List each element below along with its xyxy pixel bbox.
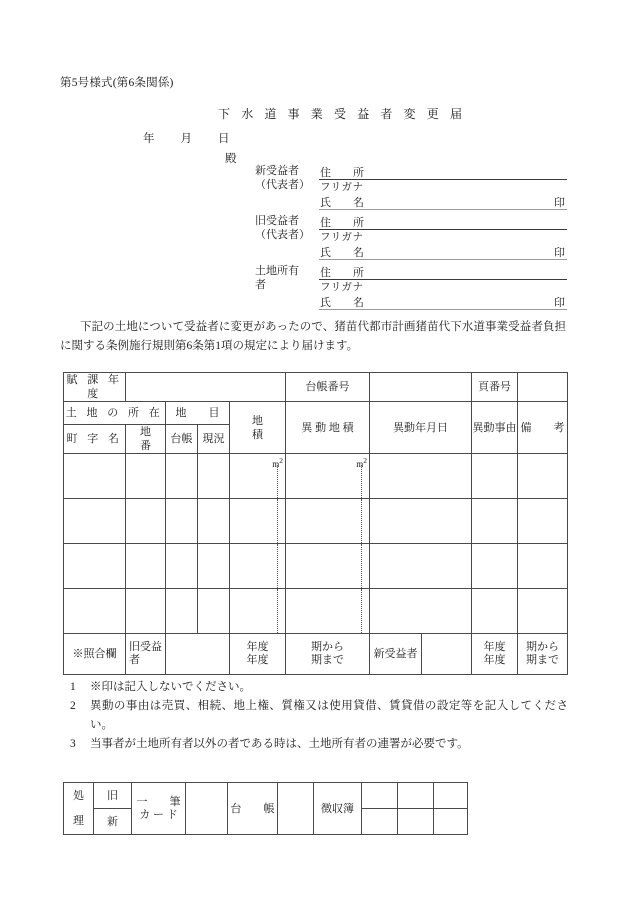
old-beneficiary-year[interactable]: 年度 年度 (230, 634, 286, 675)
furigana-label: フリガナ (320, 232, 364, 243)
seal-mark-icon: 印 (554, 297, 565, 309)
address-label: 住 所 (320, 217, 364, 229)
note-item (60, 697, 568, 735)
cell-area[interactable] (230, 454, 286, 499)
area-dotted-guide (277, 544, 278, 588)
party-label-line1: 新受益者 (255, 165, 299, 177)
body-paragraph: 下記の土地について受益者に変更があったので、猪苗代都市計画猪苗代下水道事業受益者負担に関する条例施行規則第6条第1項の規定により届けます。 (60, 321, 566, 352)
remarks-header: 備 考 (518, 402, 568, 454)
party-label-line1: 旧受益者 (255, 215, 299, 227)
address-field-row[interactable] (319, 214, 567, 230)
party-land-owner-label (255, 264, 317, 292)
landtype-actual-header: 現況 (198, 425, 230, 454)
address-label: 住 所 (320, 267, 364, 279)
collection-value-3[interactable] (434, 783, 468, 809)
location-lot-header: 地 番 (126, 425, 166, 454)
name-field-row[interactable] (319, 294, 567, 310)
processing-table (63, 782, 468, 835)
party-land-owner (255, 264, 567, 314)
land-detail-table (63, 372, 568, 675)
old-beneficiary-label: 旧受益 者 (126, 634, 166, 675)
table-row (64, 454, 568, 499)
collection-value-1[interactable] (362, 783, 398, 809)
collection-value-2[interactable] (398, 783, 434, 809)
new-beneficiary-term[interactable]: 期から 期まで (518, 634, 568, 675)
cell-town[interactable] (64, 544, 126, 589)
cell-remarks[interactable] (518, 589, 568, 634)
party-blocks (255, 164, 567, 314)
area-dotted-guide (277, 499, 278, 543)
collection-value-6[interactable] (434, 809, 468, 835)
addressee-label: 殿 (225, 153, 237, 165)
processing-new-label: 新 (94, 809, 132, 835)
cell-area[interactable] (230, 589, 286, 634)
note-text: 異動の事由は売買、相続、地上権、質権又は使用貸借、賃貸借の設定等を記入してください。 (90, 700, 568, 731)
table-row-assessment-info (64, 373, 568, 402)
party-old-beneficiary (255, 214, 567, 264)
cell-change-reason[interactable] (472, 544, 518, 589)
new-beneficiary-value[interactable] (422, 634, 472, 675)
cell-change-area[interactable] (286, 499, 370, 544)
cell-area[interactable] (230, 499, 286, 544)
party-label-line2: （代表者） (255, 229, 310, 241)
cell-area[interactable] (230, 544, 286, 589)
cell-ledger[interactable] (166, 544, 198, 589)
party-label-line1: 土地所有 (255, 265, 299, 277)
party-old-beneficiary-label (255, 214, 317, 242)
change-area-dotted-guide (361, 589, 362, 633)
cell-ledger[interactable] (166, 589, 198, 634)
furigana-label: フリガナ (320, 282, 364, 293)
form-number: 第5号様式(第6条関係) (60, 77, 174, 89)
cell-actual[interactable] (198, 499, 230, 544)
cell-change-area[interactable] (286, 454, 370, 499)
card-value[interactable] (186, 783, 228, 835)
cell-change-reason[interactable] (472, 454, 518, 499)
page-number-header: 頁番号 (472, 373, 518, 402)
cell-lot[interactable] (126, 544, 166, 589)
landtype-group-header: 地 目 (166, 402, 230, 425)
processing-old-label: 旧 (94, 783, 132, 809)
cell-change-date[interactable] (370, 499, 472, 544)
page-number-value[interactable] (518, 373, 568, 402)
collection-label: 徴収簿 (314, 783, 362, 835)
name-field-row[interactable] (319, 194, 567, 210)
cell-remarks[interactable] (518, 499, 568, 544)
note-item (60, 678, 568, 697)
change-date-header: 異動年月日 (370, 402, 472, 454)
cell-change-date[interactable] (370, 589, 472, 634)
card-label: 一 筆 カ ー ド (132, 783, 186, 835)
date-day-label: 日 (218, 133, 230, 145)
assessment-year-header: 賦 課 年 度 (64, 373, 126, 402)
note-text: ※印は記入しないでください。 (90, 681, 251, 693)
change-area-header: 異 動 地 積 (286, 402, 370, 454)
cell-remarks[interactable] (518, 544, 568, 589)
cell-actual[interactable] (198, 589, 230, 634)
party-label-line2: 者 (255, 279, 266, 291)
new-beneficiary-label: 新受益者 (370, 634, 422, 675)
collection-value-5[interactable] (398, 809, 434, 835)
cell-lot[interactable] (126, 589, 166, 634)
name-label: 氏 名 (320, 197, 364, 209)
party-new-beneficiary-label (255, 164, 317, 192)
cell-change-date[interactable] (370, 544, 472, 589)
table-row (64, 589, 568, 634)
cell-change-reason[interactable] (472, 589, 518, 634)
address-label: 住 所 (320, 167, 364, 179)
party-label-line2: （代表者） (255, 179, 310, 191)
assessment-year-value[interactable] (126, 373, 286, 402)
cell-change-area[interactable] (286, 544, 370, 589)
furigana-label: フリガナ (320, 182, 364, 193)
verification-label: ※照合欄 (64, 634, 126, 675)
location-group-header: 土 地 の 所 在 (64, 402, 166, 425)
name-label: 氏 名 (320, 247, 364, 259)
ledger-value[interactable] (278, 783, 314, 835)
change-area-dotted-guide (361, 465, 362, 498)
area-dotted-guide (277, 465, 278, 498)
date-month-label: 月 (180, 133, 192, 145)
cell-ledger[interactable] (166, 454, 198, 499)
cell-town[interactable] (64, 499, 126, 544)
landtype-ledger-header: 台帳 (166, 425, 198, 454)
note-number: 1 (70, 681, 76, 693)
party-new-beneficiary (255, 164, 567, 214)
cell-actual[interactable] (198, 544, 230, 589)
table-row (64, 499, 568, 544)
cell-change-date[interactable] (370, 454, 472, 499)
change-area-unit: $m^2$ (356, 456, 367, 469)
name-field-row[interactable] (319, 244, 567, 260)
cell-lot[interactable] (126, 454, 166, 499)
note-text: 当事者が土地所有者以外の者である時は、土地所有者の連署が必要です。 (90, 738, 469, 750)
table-row (64, 544, 568, 589)
cell-town[interactable] (64, 454, 126, 499)
cell-change-reason[interactable] (472, 499, 518, 544)
note-number: 3 (70, 738, 76, 750)
table-row-processing-old (64, 783, 468, 809)
old-beneficiary-term[interactable]: 期から 期まで (286, 634, 370, 675)
address-field-row[interactable] (319, 264, 567, 280)
table-row-verification (64, 634, 568, 675)
cell-town[interactable] (64, 589, 126, 634)
collection-value-4[interactable] (362, 809, 398, 835)
area-dotted-guide (277, 589, 278, 633)
ledger-label: 台 帳 (228, 783, 278, 835)
new-beneficiary-year[interactable]: 年度 年度 (472, 634, 518, 675)
area-unit: $m^2$ (272, 456, 283, 469)
note-item (60, 735, 568, 754)
old-beneficiary-value[interactable] (166, 634, 230, 675)
notes-list (60, 678, 568, 754)
name-label: 氏 名 (320, 297, 364, 309)
furigana-field-row[interactable] (319, 180, 567, 194)
cell-actual[interactable] (198, 454, 230, 499)
submission-date-line (143, 130, 230, 146)
note-number: 2 (70, 700, 76, 712)
processing-label: 処 理 (64, 783, 94, 835)
date-year-label: 年 (143, 133, 155, 145)
furigana-field-row[interactable] (319, 280, 567, 294)
page-title: 下 水 道 事 業 受 益 者 変 更 届 (218, 107, 467, 121)
change-area-dotted-guide (361, 499, 362, 543)
change-reason-header: 異動事由 (472, 402, 518, 454)
ledger-number-header: 台帳番号 (286, 373, 370, 402)
location-town-header: 町 字 名 (64, 425, 126, 454)
area-header: 地 積 (230, 402, 286, 454)
address-field-row[interactable] (319, 164, 567, 180)
change-area-dotted-guide (361, 544, 362, 588)
ledger-number-value[interactable] (370, 373, 472, 402)
furigana-field-row[interactable] (319, 230, 567, 244)
seal-mark-icon: 印 (554, 247, 565, 259)
cell-change-area[interactable] (286, 589, 370, 634)
seal-mark-icon: 印 (554, 197, 565, 209)
cell-lot[interactable] (126, 499, 166, 544)
table-row-header-group (64, 402, 568, 425)
cell-remarks[interactable] (518, 454, 568, 499)
cell-ledger[interactable] (166, 499, 198, 544)
